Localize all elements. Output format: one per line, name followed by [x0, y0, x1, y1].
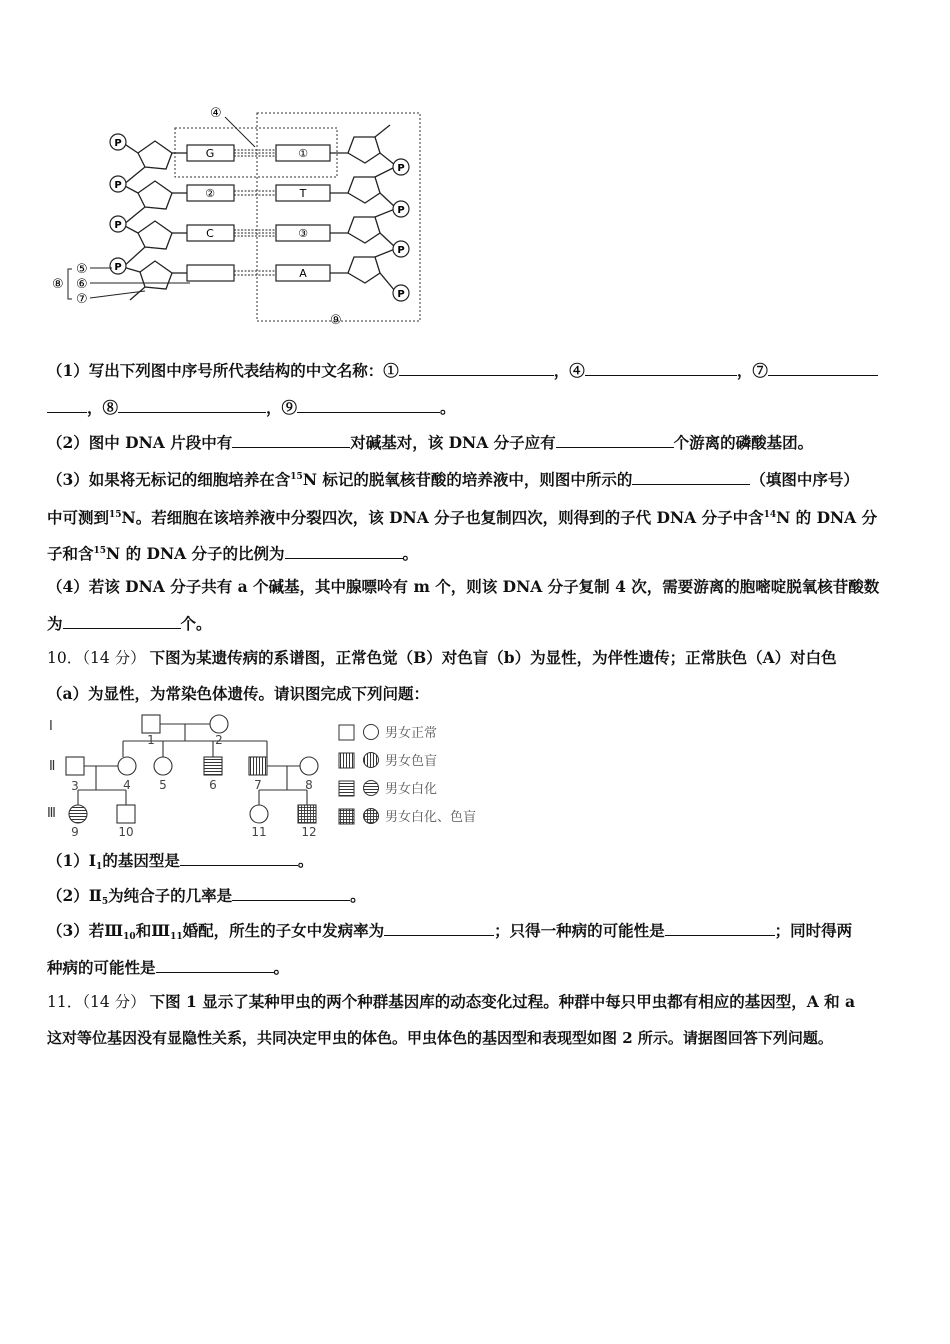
hydrogen-bonds [234, 150, 276, 275]
answer-blank-incidence[interactable] [384, 921, 494, 936]
left-phosphates [110, 134, 126, 274]
question-score: （14 分） [82, 649, 146, 667]
answer-blank-7[interactable] [768, 361, 878, 376]
answer-blank-4[interactable] [585, 361, 737, 376]
svg-text:C: C [206, 227, 214, 240]
right-phosphates [393, 159, 409, 301]
answer-blank-genotype[interactable] [180, 851, 298, 866]
svg-text:P: P [397, 205, 405, 216]
svg-text:P: P [114, 138, 122, 149]
individual-3 [66, 757, 84, 775]
generation-labels [47, 719, 56, 821]
diagram-labels [52, 106, 342, 328]
answer-blank-15n-position[interactable] [632, 470, 750, 485]
svg-text:4: 4 [123, 778, 131, 792]
individual-7 [249, 757, 267, 775]
svg-text:①: ① [298, 147, 308, 160]
answer-blank-9[interactable] [297, 398, 440, 413]
individual-numbers [71, 733, 316, 839]
label-4: ④ [210, 106, 222, 121]
svg-text:男女白化、色盲: 男女白化、色盲 [385, 810, 477, 825]
q9-line-5: 中可测到$^{15}$N。若细胞在该培养液中分裂四次，该 DNA 分子也复制四次，则得到的子代 DNA 分子中含$^{14}$N 的 DNA 分 [47, 508, 878, 527]
svg-text:②: ② [205, 187, 215, 200]
svg-text:P: P [114, 180, 122, 191]
q9-line-2: ，⑧ ，⑨ 。 [47, 398, 456, 418]
q9-line-7: （4）若该 DNA 分子共有 a 个碱基，其中腺嘌呤有 m 个，则该 DNA 分子复制 4 次，需要游离的胞嘧啶脱氧核苷酸数 [47, 577, 880, 596]
q9-line-3: （2）图中 DNA 片段中有 对碱基对，该 DNA 分子应有 个游离的磷酸基团。 [47, 433, 814, 452]
individual-6 [204, 757, 222, 775]
right-bases [276, 145, 330, 281]
label-5: ⑤ [76, 262, 88, 277]
svg-text:P: P [397, 245, 405, 256]
svg-text:7: 7 [254, 778, 262, 792]
svg-text:③: ③ [298, 227, 308, 240]
svg-text:P: P [114, 262, 122, 273]
q9-line-4: （3）如果将无标记的细胞培养在含$^{15}$N 标记的脱氧核苷酸的培养液中，则图中所示的 （填图中序号） [47, 470, 859, 489]
individual-10 [117, 805, 135, 823]
left-bases [187, 145, 234, 281]
pedigree-legend [339, 725, 379, 825]
svg-text:12: 12 [301, 825, 317, 839]
answer-blank-both-diseases[interactable] [156, 958, 274, 973]
right-strand [330, 125, 395, 291]
q10-line-1: 10．（14 分） 下图为某遗传病的系谱图，正常色觉（B）对色盲（b）为显性，为伴性遗传；正常肤色（A）对白色 [47, 648, 837, 667]
individual-4 [118, 757, 136, 775]
question-number: 11． [47, 993, 83, 1011]
svg-text:5: 5 [159, 778, 167, 792]
svg-text:男女色盲: 男女色盲 [385, 754, 438, 769]
svg-text:2: 2 [215, 733, 223, 747]
svg-text:Ⅰ: Ⅰ [49, 719, 53, 734]
q9-line-8: 为 个。 [47, 614, 212, 633]
answer-blank-1[interactable] [399, 361, 554, 376]
question-score: （14 分） [82, 993, 146, 1011]
label-7: ⑦ [76, 292, 88, 307]
q10-sub-3: （3）若$Ⅲ_{10}$和$Ⅲ_{11}$婚配，所生的子女中发病率为 ；只得一种病的可能性是 ；同时得两 [47, 921, 853, 942]
svg-text:T: T [299, 187, 307, 200]
q10-line-2: （a）为显性，为常染色体遗传。请识图完成下列问题： [47, 684, 430, 703]
svg-text:8: 8 [305, 778, 313, 792]
pedigree-individuals [66, 715, 318, 823]
label-6: ⑥ [76, 277, 88, 292]
answer-blank-one-disease[interactable] [665, 921, 775, 936]
individual-1 [142, 715, 160, 733]
pedigree-lines [78, 724, 307, 805]
svg-text:A: A [299, 267, 307, 280]
individual-12 [298, 805, 316, 823]
label-8: ⑧ [52, 277, 64, 292]
q11-line-2: 这对等位基因没有显隐性关系，共同决定甲虫的体色。甲虫体色的基因型和表现型如图 2 所示。请据图回答下列问题。 [47, 1029, 833, 1047]
svg-text:6: 6 [209, 778, 217, 792]
individual-9 [69, 805, 87, 823]
answer-blank-homozygous[interactable] [232, 886, 350, 901]
legend-labels [385, 725, 476, 825]
svg-text:P: P [397, 289, 405, 300]
answer-blank-7-cont[interactable] [47, 398, 87, 413]
question-number: 10． [47, 649, 83, 667]
svg-text:3: 3 [71, 779, 79, 793]
dna-structure-diagram [50, 105, 430, 330]
answer-blank-phosphate[interactable] [556, 433, 674, 448]
q11-line-1: 11．（14 分） 下图 1 显示了某种甲虫的两个种群基因库的动态变化过程。种群中每只甲虫都有相应的基因型，A 和 a [47, 992, 856, 1011]
pedigree-chart [45, 710, 505, 845]
answer-blank-8[interactable] [118, 398, 266, 413]
individual-8 [300, 757, 318, 775]
svg-text:P: P [114, 220, 122, 231]
svg-text:Ⅱ: Ⅱ [49, 759, 56, 774]
svg-text:P: P [397, 163, 405, 174]
svg-text:男女白化: 男女白化 [385, 782, 438, 797]
individual-2 [210, 715, 228, 733]
q9-line-1: （1）写出下列图中序号所代表结构的中文名称：① ，④ ，⑦ [47, 361, 878, 381]
left-strand [123, 141, 187, 300]
answer-blank-base-pairs[interactable] [232, 433, 350, 448]
q10-sub-4: 种病的可能性是 。 [47, 958, 290, 977]
svg-text:G: G [205, 147, 215, 160]
q10-sub-2: $(2)Ⅱ_5$为纯合子的几率是 。 [47, 886, 366, 907]
svg-text:10: 10 [118, 825, 134, 839]
svg-text:1: 1 [147, 733, 155, 747]
individual-11 [250, 805, 268, 823]
answer-blank-cytosine[interactable] [63, 614, 181, 629]
answer-blank-ratio[interactable] [285, 544, 403, 559]
individual-5 [154, 757, 172, 775]
svg-text:9: 9 [71, 825, 79, 839]
q9-line-6: 子和含$^{15}$N 的 DNA 分子的比例为 。 [47, 544, 419, 563]
svg-text:Ⅲ: Ⅲ [47, 806, 56, 821]
svg-text:11: 11 [251, 825, 267, 839]
q10-sub-1: $(1)Ⅰ_1$的基因型是 。 [47, 851, 314, 872]
label-9: ⑨ [330, 313, 342, 328]
svg-text:男女正常: 男女正常 [385, 726, 438, 741]
